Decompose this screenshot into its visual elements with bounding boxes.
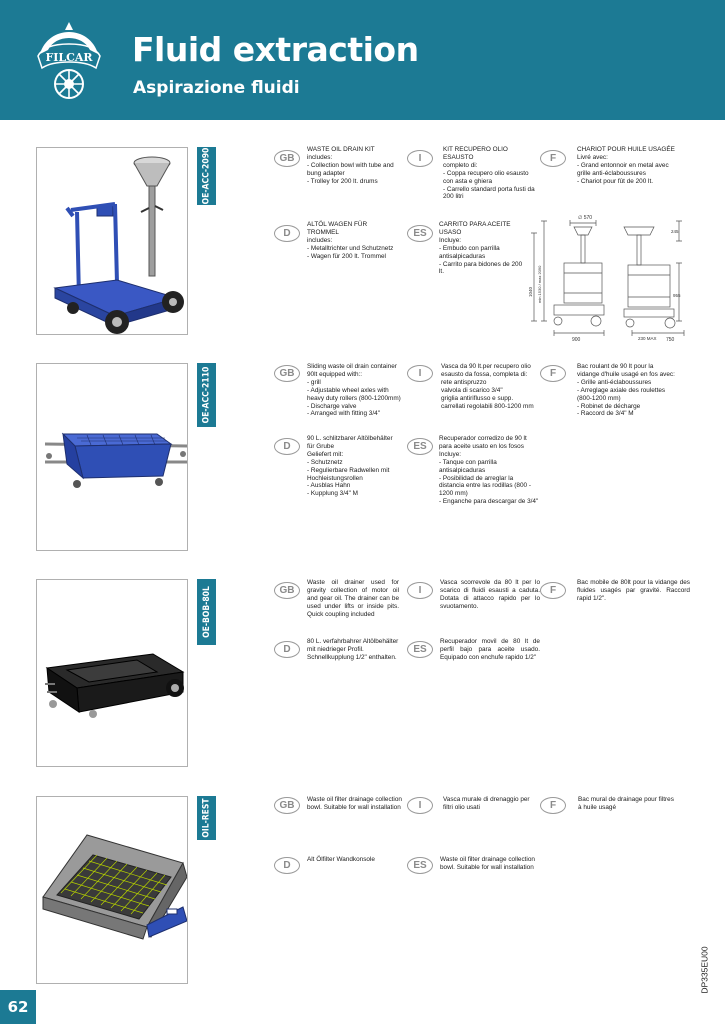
lang-badge-es: ES xyxy=(407,438,433,455)
lang-badge-es: ES xyxy=(407,857,433,874)
lang-badge-f: F xyxy=(540,582,566,599)
product-text-d: 90 L. schlitzbarer Altölbehälter für Grube Geliefert mit: - Schutznetz - Regulierbare Radwellen mit Hochleistungsrollen - Ausblas Hahn - Kupplung 3/4" M xyxy=(307,435,393,498)
page-subtitle: Aspirazione fluidi xyxy=(133,78,300,98)
product-code-tab: OE-ACC-2090 xyxy=(197,147,216,205)
dim-drum-height: 955 xyxy=(673,293,681,298)
filcar-logo xyxy=(34,20,104,104)
page-header xyxy=(0,0,725,120)
lang-badge-i: I xyxy=(407,797,433,814)
dim-bowl-depth: 245 xyxy=(671,229,679,234)
product-text-d: ALTÖL WAGEN FÜR TROMMEL includes: - Metalltrichter und Schutznetz - Wagen für 200 lt. Trommel xyxy=(307,221,394,260)
dim-height: 1040 xyxy=(528,286,533,297)
lang-badge-d: D xyxy=(274,225,300,242)
lang-badge-es: ES xyxy=(407,641,433,658)
product-text-d: 80 L. verfahrbahrer Altölbehälter mit niedrieger Profil. Schnellkupplung 1/2" enthalten. xyxy=(307,638,399,661)
product-text-d: Alt Ölfilter Wandkonsole xyxy=(307,856,375,863)
logo-text: FILCAR xyxy=(45,51,93,64)
wall-drainage-bowl-drawing xyxy=(37,797,188,984)
product-text-es: Waste oil filter drainage collection bowl. Suitable for wall installation xyxy=(440,856,535,871)
product-text-es: Recuperador movil de 80 lt de perfil bajo para aceite usado. Equipado con enchufe rapido 1/2" xyxy=(440,638,540,661)
dim-max-extension: 230 MAX xyxy=(638,336,657,341)
product-text-f: Bac roulant de 90 lt pour la vidange d'huile usagé en fos avec: - Grille anti-éclaboussures - Arreglage axiale des roulettes (800-1200 mm) - Robinet de décharge - Raccord de 3/4" M xyxy=(577,363,675,418)
product-text-gb: Waste oil drainer used for gravity collection of motor oil and gear oil. The drainer can be used under lifts or inside pits. Quick coupling included xyxy=(307,579,399,618)
page-title: Fluid extraction xyxy=(132,30,419,69)
product-text-f: Bac mobile de 80lt pour la vidange des fluides usagés par gravité. Raccord rapid 1/2". xyxy=(577,579,690,602)
lang-badge-d: D xyxy=(274,641,300,658)
product-code-tab: OIL-REST xyxy=(197,796,216,840)
lang-badge-i: I xyxy=(407,150,433,167)
lang-badge-gb: GB xyxy=(274,150,300,167)
product-code-tab: OE-ACC-2110 xyxy=(197,363,216,427)
lang-badge-gb: GB xyxy=(274,365,300,382)
technical-drawing-oe-acc-2090 xyxy=(524,213,688,345)
lang-badge-f: F xyxy=(540,365,566,382)
document-code: DP335EU00 xyxy=(700,946,711,994)
dim-top-width: ∅ 570 xyxy=(578,215,593,221)
dim-side-width: 750 xyxy=(666,337,675,343)
lang-badge-d: D xyxy=(274,857,300,874)
lang-badge-d: D xyxy=(274,438,300,455)
lang-badge-f: F xyxy=(540,150,566,167)
product-text-es: Recuperador corredizo de 90 lt para aceite usato en los fosos Incluye: - Tanque con parrilla antisalpicaduras - Posibilidad de arreglar la distancia entre las rodillas (800 - 1200 mm) - Enganche para descargar de 3/4" xyxy=(439,435,539,506)
lang-badge-i: I xyxy=(407,582,433,599)
product-text-es: CARRITO PARA ACEITE USASO Incluye: - Embudo con parrilla antisalpicaduras - Carrito para bidones de 200 lt. xyxy=(439,221,523,276)
product-text-i: Vasca da 90 lt.per recupero olio esausto da fossa, completa di: rete antispruzzo valvola di scarico 3/4" griglia antiriflusso e supp. carrellati regolabili 800-1200 mm xyxy=(441,363,534,410)
product-text-f: Bac mural de drainage pour filtres à huile usagé xyxy=(578,796,674,811)
product-text-i: Vasca murale di drenaggio per filtri olio usati xyxy=(443,796,530,811)
oil-drain-trolley-drawing xyxy=(37,148,188,335)
product-text-i: KIT RECUPERO OLIO ESAUSTO completo di: - Coppa recupero olio esausto con asta e ghiera - Carrello standard porta fusti da 200 litri xyxy=(443,146,535,201)
product-text-gb: Waste oil filter drainage collection bowl. Suitable for wall installation xyxy=(307,796,402,811)
product-image-gravity-oil-drainer xyxy=(36,579,188,767)
lang-badge-f: F xyxy=(540,797,566,814)
product-text-gb: Sliding waste oil drain container 90lt equipped with:: - grill - Adjustable wheel axles with heavy duty rollers (800-1200mm) - Discharge valve - Arranged with fitting 3/4" xyxy=(307,363,401,418)
oil-drain-container-drawing xyxy=(37,364,188,551)
product-image-wall-drainage-bowl xyxy=(36,796,188,984)
product-text-gb: WASTE OIL DRAIN KIT includes: - Collection bowl with tube and bung adapter - Trolley for 200 lt. drums xyxy=(307,146,394,185)
product-image-oil-drain-container xyxy=(36,363,188,551)
page-number: 62 xyxy=(0,990,36,1024)
product-image-oil-drain-trolley xyxy=(36,147,188,335)
lang-badge-gb: GB xyxy=(274,797,300,814)
dim-height-range: min 1530 / max 2090 xyxy=(537,265,542,303)
lang-badge-i: I xyxy=(407,365,433,382)
lang-badge-gb: GB xyxy=(274,582,300,599)
dim-base-width: 900 xyxy=(572,337,581,343)
product-code-tab: OE-BOB-80L xyxy=(197,579,216,645)
lang-badge-es: ES xyxy=(407,225,433,242)
gravity-oil-drainer-drawing xyxy=(37,580,188,767)
product-text-i: Vasca scorrevole da 80 lt per lo scarico di fluidi esausti a caduta. Dotata di attacco rapido per lo svuotamento. xyxy=(440,579,540,610)
product-text-f: CHARIOT POUR HUILE USAGÉE Livré avec: - Grand entonnoir en metal avec grille anti-éclaboussures - Chariot pour fût de 200 lt. xyxy=(577,146,675,185)
